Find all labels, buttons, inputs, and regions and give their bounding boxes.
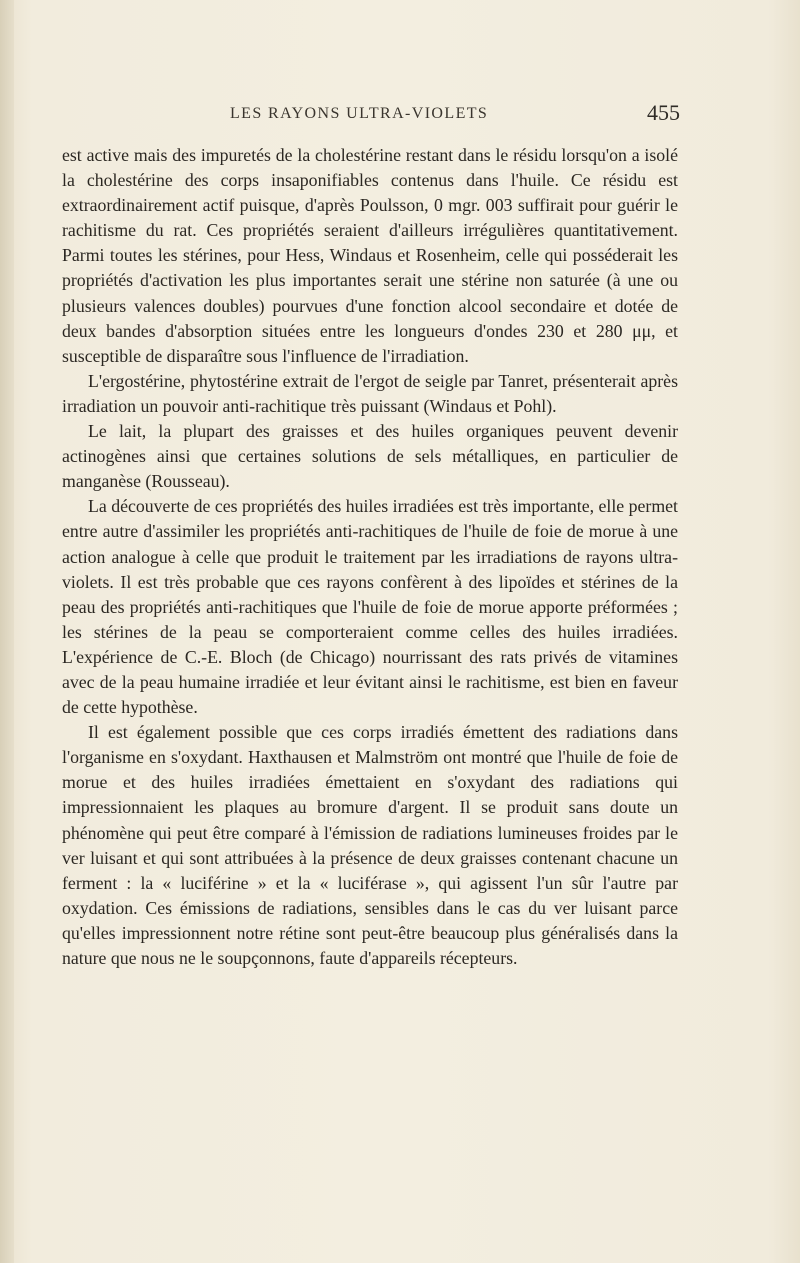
body-text (62, 143, 678, 971)
running-header (60, 100, 680, 130)
paragraph-decouverte: La découverte de ces propriétés des huiles irradiées est très importante, elle permet entre autre d'assimiler les propriétés anti-rachitiques de l'huile de foie de morue à une action analogue à celle que produit le traitement par les irradiations de rayons ultra-violets. Il est très probable que ces rayons confèrent à des lipoïdes et stérines de la peau des propriétés anti-rachitiques que l'huile de foie de morue apporte préformées ; les stérines de la peau se comporteraient comme celles des huiles irradiées. L'expérience de C.-E. Bloch (de Chicago) nourrissant des rats privés de vitamines avec de la peau humaine irradiée et leur évitant ainsi le rachitisme, est bien en faveur de cette hypothèse. (62, 496, 678, 718)
page-number: 455 (647, 100, 680, 125)
paragraph-ergosterine: L'ergostérine, phytostérine extrait de l'ergot de seigle par Tanret, présenterait après irradiation un pouvoir anti-rachitique très puissant (Windaus et Pohl). (62, 370, 678, 416)
paragraph-lait: Le lait, la plupart des graisses et des huiles organiques peuvent devenir actinogènes ainsi que certaines solutions de sels métalliques, en particulier de manganèse (Rousseau). (62, 421, 678, 492)
page-spine-shadow (0, 0, 14, 1263)
running-title: LES RAYONS ULTRA-VIOLETS (230, 105, 489, 122)
paragraph-continued: est active mais des impuretés de la cholestérine restant dans le résidu lorsqu'on a isolé la cholestérine des corps insaponifiables contenus dans l'huile. Ce résidu est extraordinairement actif puisque, d'après Poulsson, 0 mgr. 003 suffirait pour guérir le rachitisme du rat. Ces propriétés seraient d'ailleurs irrégulières quantitativement. Parmi toutes les stérines, pour Hess, Windaus et Rosenheim, celle qui posséderait les propriétés d'activation les plus importantes serait une stérine non saturée (à une ou plusieurs valences doubles) pourvues d'une fonction alcool secondaire et dotée de deux bandes d'absorption situées entre les longueurs d'ondes 230 et 280 μμ, et susceptible de disparaître sous l'influence de l'irradiation. (62, 145, 678, 366)
paragraph-radiations: Il est également possible que ces corps irradiés émettent des radiations dans l'organisme en s'oxydant. Haxthausen et Malmström ont montré que l'huile de foie de morue et des huiles irradiées émettaient en s'oxydant des radiations qui impressionnaient les plaques au bromure d'argent. Il se produit sans doute un phénomène qui peut être comparé à l'émission de radiations lumineuses froides par le ver luisant et qui sont attribuées à la présence de deux graisses contenant chacune un ferment : la « luciférine » et la « luciférase », qui agissent l'un sûr l'autre par oxydation. Ces émissions de radiations, sensibles dans le cas du ver luisant parce qu'elles impressionnent notre rétine sont peut-être beaucoup plus généralisés dans la nature que nous ne le soupçonnons, faute d'appareils récepteurs. (62, 722, 678, 968)
